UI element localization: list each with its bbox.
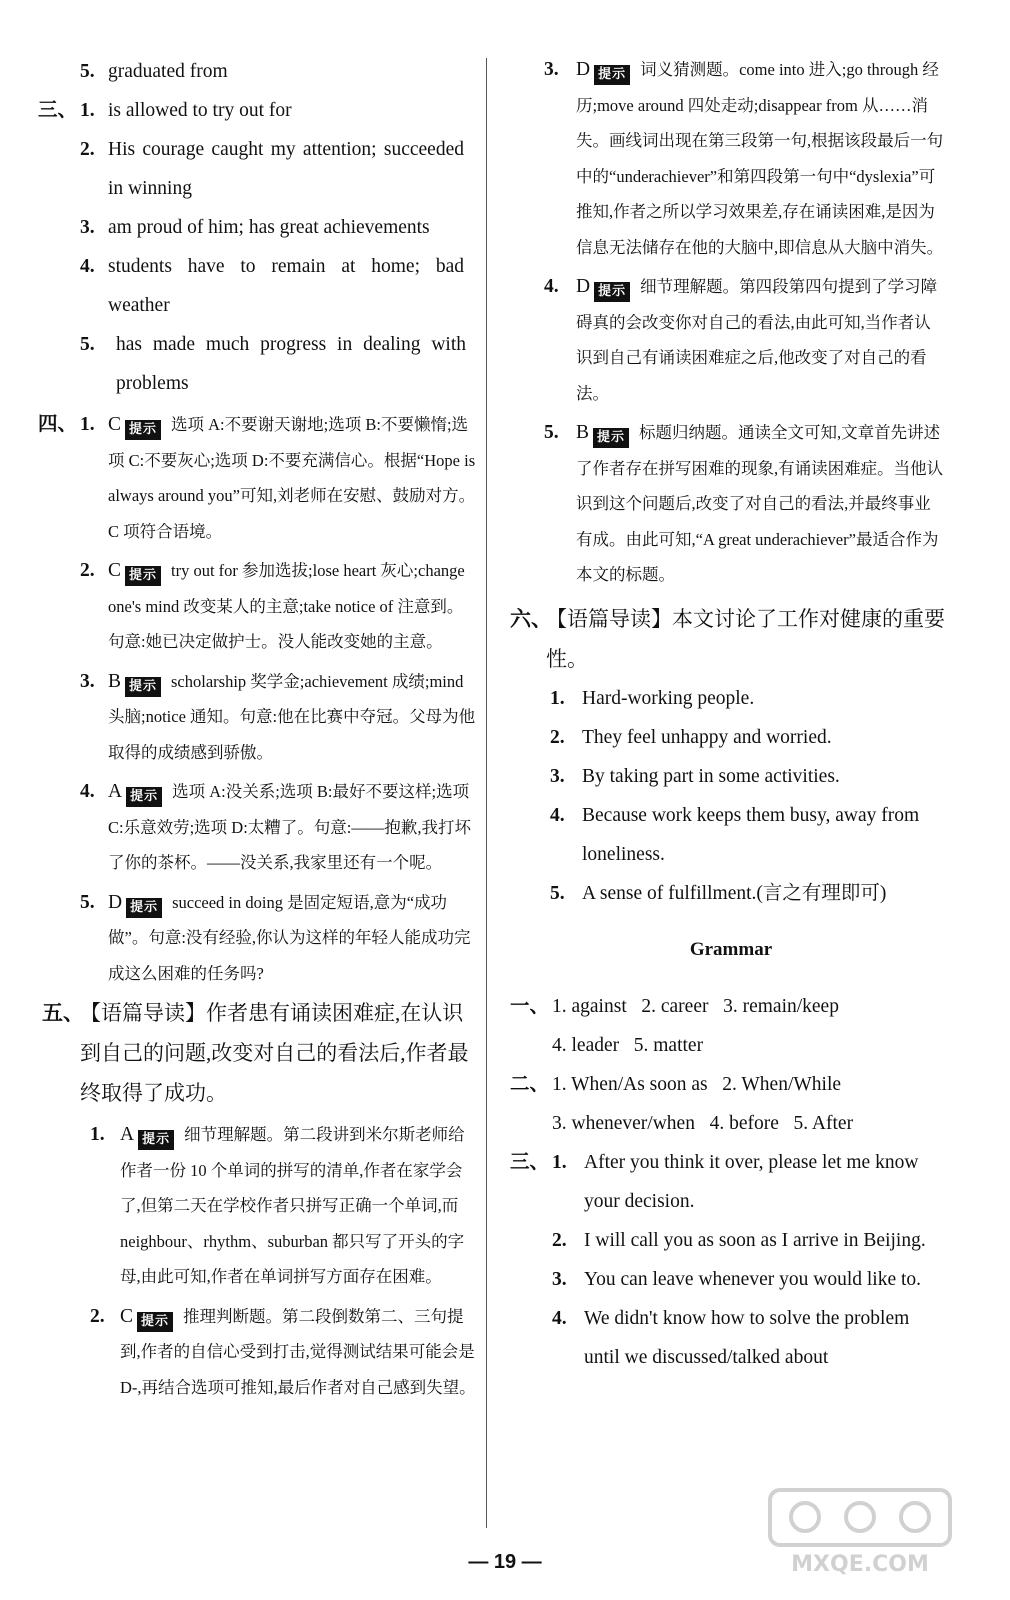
answer-item: 3. am proud of him; has great achievements: [80, 217, 430, 238]
answer-item: 4. D 提示 细节理解题。第四段第四句提到了学习障碍真的会改变你对自己的看法,由此可知,当作者认识到自己有诵读困难症之后,他改变了对自己的看法。: [544, 276, 938, 403]
grammar-section-3: 三、 1. After you think it over, please let me know your decision.: [510, 1151, 919, 1212]
page-number: — 19 —: [468, 1551, 542, 1573]
answer-item: 3. D 提示 词义猜测题。come into 进入;go through 经历;move around 四处走动;disappear from 从……消失。画线词出现在第三段第一句,根据该段最后一句中的“underachiever”和第四段第一句中“dyslexia”可推知,作者之所以学习效果差,存在诵读困难,是因为信息无法储存在他的大脑中,即信息从大脑中消失。: [544, 59, 944, 257]
hint-badge: 提示: [125, 566, 161, 586]
grammar-section-1: 一、 1. against 2. career 3. remain/keep 4. leader 5. matter: [510, 995, 839, 1056]
answer-item: 2. They feel unhappy and worried.: [550, 726, 832, 748]
hint-badge: 提示: [138, 1130, 174, 1150]
section-3: 三、 1. is allowed to try out for: [38, 100, 292, 121]
answer-item: 3. By taking part in some activities.: [550, 765, 840, 787]
grammar-section-2: 二、 1. When/As soon as 2. When/While 3. whenever/when 4. before 5. After: [510, 1073, 854, 1134]
section-4: 四、 1. C 提示 选项 A:不要谢天谢地;选项 B:不要懒惰;选项 C:不要灰心;选项 D:不要充满信心。根据“Hope is always around you”可知,刘老师在安慰、鼓励对方。C 项符合语境。: [38, 414, 476, 541]
answer-item: 2. His courage caught my attention; succeeded in winning: [80, 139, 464, 199]
answer-item: 1. A 提示 细节理解题。第二段讲到米尔斯老师给作者一份 10 个单词的拼写的清单,作者在家学会了,但第二天在学校作者只拼写正确一个单词,而 neighbour、rhythm、suburban 都只写了开头的字母,由此可知,作者在单词拼写方面存在困难。: [90, 1124, 465, 1286]
left-column: [40, 52, 478, 1405]
answer-item: 5. has made much progress in dealing with problems: [80, 334, 466, 394]
answer-item: 3. You can leave whenever you would like to.: [552, 1268, 922, 1290]
column-divider: [486, 58, 487, 1528]
answer-item: 2. I will call you as soon as I arrive in Beijing.: [552, 1229, 926, 1251]
hint-badge: 提示: [594, 282, 630, 302]
answer-item: 1. Hard-working people.: [550, 687, 755, 709]
watermark-text: MXQE.COM: [791, 1552, 929, 1577]
answer-item: 3. B 提示 scholarship 奖学金;achievement 成绩;mind 头脑;notice 通知。句意:他在比赛中夺冠。父母为他取得的成绩感到骄傲。: [80, 670, 476, 762]
hint-badge: 提示: [594, 65, 630, 85]
answer-item: 5. D 提示 succeed in doing 是固定短语,意为“成功做”。句意:没有经验,你认为这样的年轻人能成功完成这么困难的任务吗?: [80, 891, 471, 983]
grammar-heading: Grammar: [689, 938, 773, 960]
answer-item: 2. C 提示 推理判断题。第二段倒数第二、三句提到,作者的自信心受到打击,觉得测试结果可能会是 D-,再结合选项可推知,最后作者对自己感到失望。: [90, 1305, 476, 1397]
answer-item: 4. students have to remain at home; bad weather: [80, 256, 464, 316]
hint-badge: 提示: [125, 420, 161, 440]
answer-item: 5. B 提示 标题归纳题。通读全文可知,文章首先讲述了作者存在拼写困难的现象,有诵读困难症。当他认识到这个问题后,改变了对自己的看法,并最终事业有成。由此可知,“A great underachiever”最适合作为本文的标题。: [544, 422, 944, 584]
passage-intro: 【语篇导读】本文讨论了工作对健康的重要性。: [546, 606, 945, 671]
answer-item: 2. C 提示 try out for 参加选拔;lose heart 灰心;change one's mind 改变某人的主意;take notice of 注意到。句意:她已决定做护士。没人能改变她的主意。: [80, 560, 465, 651]
hint-badge: 提示: [125, 677, 161, 697]
watermark-logo: [765, 1485, 955, 1580]
answer-item: 4. Because work keeps them busy, away from loneliness.: [550, 804, 920, 865]
answer-item: 4. A 提示 选项 A:没关系;选项 B:最好不要这样;选项 C:乐意效劳;选项 D:太糟了。句意:——抱歉,我打坏了你的茶杯。——没关系,我家里还有一个呢。: [80, 781, 472, 872]
hint-badge: 提示: [137, 1312, 173, 1332]
right-column: [510, 52, 946, 1377]
section-5: 五、 【语篇导读】作者患有诵读困难症,在认识到自己的问题,改变对自己的看法后,作者最终取得了成功。: [40, 993, 478, 1113]
answer-item: 5. A sense of fulfillment.(言之有理即可): [550, 882, 887, 904]
passage-intro: 【语篇导读】作者患有诵读困难症,在认识到自己的问题,改变对自己的看法后,作者最终取得了成功。: [80, 1001, 469, 1105]
answer-item: 4. We didn't know how to solve the problem until we discussed/talked about: [552, 1307, 910, 1368]
section-6: 六、 【语篇导读】本文讨论了工作对健康的重要性。: [516, 599, 946, 679]
hint-badge: 提示: [126, 898, 162, 918]
answer-item: 5. graduated from: [80, 61, 228, 82]
hint-badge: 提示: [126, 787, 162, 807]
hint-badge: 提示: [593, 428, 629, 448]
